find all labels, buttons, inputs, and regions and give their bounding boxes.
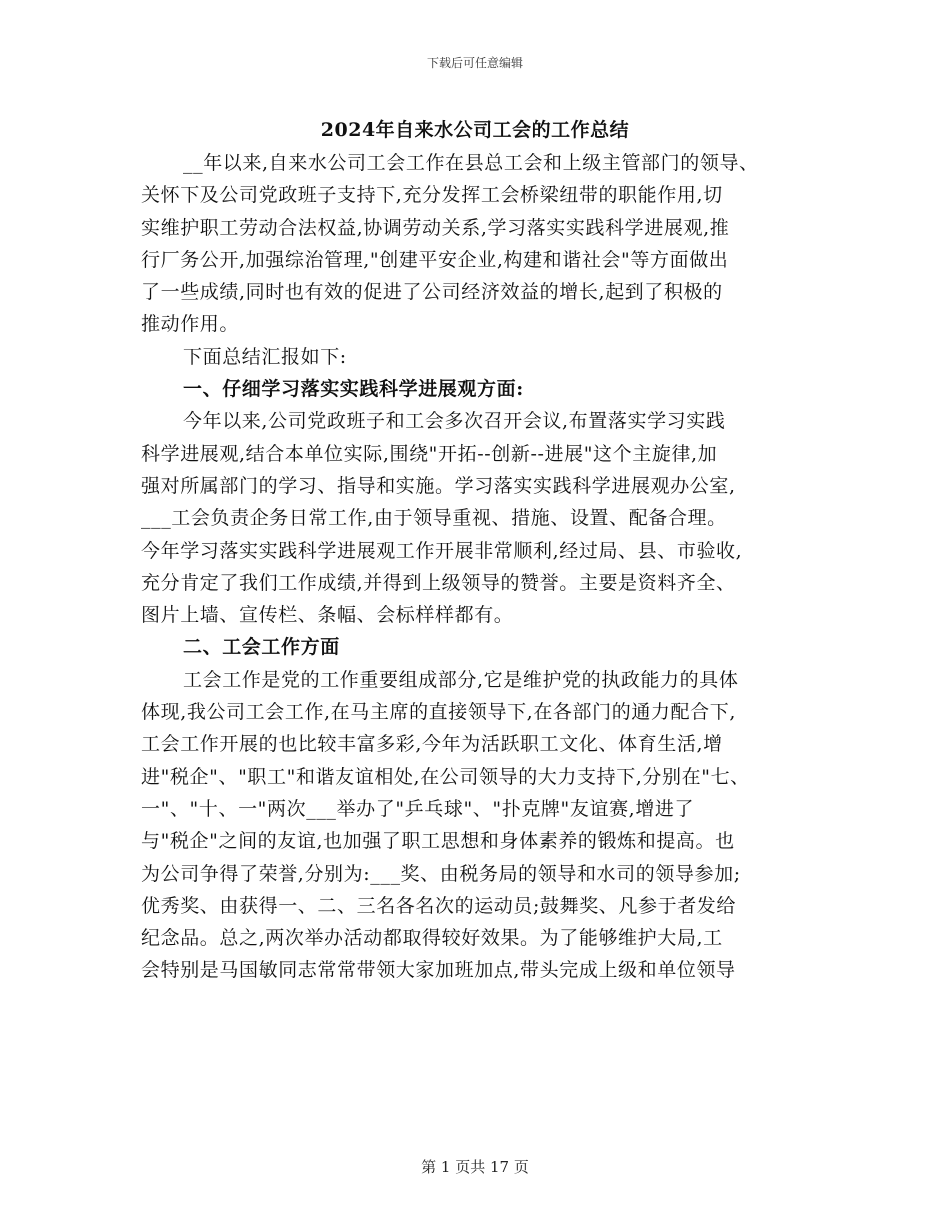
body-line: 实维护职工劳动合法权益,协调劳动关系,学习落实实践科学进展观,推 — [141, 216, 730, 239]
body-line: 优秀奖、由获得一、二、三名各名次的运动员;鼓舞奖、凡参于者发给 — [141, 894, 737, 917]
body-line: 了一些成绩,同时也有效的促进了公司经济效益的增长,起到了积极的 — [141, 281, 723, 304]
page-footer: 第 1 页共 17 页 — [421, 1158, 529, 1176]
body-line: 工会工作开展的也比较丰富多彩,今年为活跃职工文化、体育生活,增 — [141, 733, 723, 756]
body-line: 进"税企"、"职工"和谐友谊相处,在公司领导的大力支持下,分别在"七、 — [141, 765, 750, 788]
body-line: __年以来,自来水公司工会工作在县总工会和上级主管部门的领导、 — [183, 152, 759, 174]
document-title: 2024年自来水公司工会的工作总结 — [320, 119, 630, 141]
body-line: 体现,我公司工会工作,在马主席的直接领导下,在各部门的通力配合下, — [141, 701, 736, 724]
document-body — [141, 147, 831, 987]
section-heading-2: 二、工会工作方面 — [183, 636, 340, 659]
body-line: 强对所属部门的学习、指导和实施。学习落实实践科学进展观办公室, — [141, 474, 736, 497]
body-line: 充分肯定了我们工作成绩,并得到上级领导的赞誉。主要是资料齐全、 — [141, 571, 736, 594]
body-line: 工会工作是党的工作重要组成部分,它是维护党的执政能力的具体 — [183, 668, 739, 691]
body-line: 行厂务公开,加强综治管理,"创建平安企业,构建和谐社会"等方面做出 — [141, 248, 729, 271]
body-line: 科学进展观,结合本单位实际,围绕"开拓--创新--进展"这个主旋律,加 — [141, 442, 718, 465]
body-line: 今年学习落实实践科学进展观工作开展非常顺利,经过局、县、市验收, — [141, 539, 743, 562]
body-line: 纪念品。总之,两次举办活动都取得较好效果。为了能够维护大局,工 — [141, 927, 723, 950]
body-line: 推动作用。 — [141, 313, 240, 336]
body-line: 下面总结汇报如下: — [183, 345, 347, 368]
body-line: 与"税企"之间的友谊,也加强了职工思想和身体素养的锻炼和提高。也 — [141, 830, 735, 853]
body-line: ___工会负责企务日常工作,由于领导重视、措施、设置、配备合理。 — [141, 507, 727, 530]
body-line: 为公司争得了荣誉,分别为:___奖、由税务局的领导和水司的领导参加; — [141, 862, 741, 885]
body-line: 图片上墙、宣传栏、条幅、会标样样都有。 — [141, 604, 514, 627]
page-header-note: 下载后可任意编辑 — [426, 56, 523, 70]
section-heading-1: 一、仔细学习落实实践科学进展观方面: — [183, 378, 524, 401]
body-line: 关怀下及公司党政班子支持下,充分发挥工会桥梁纽带的职能作用,切 — [141, 184, 723, 207]
body-line: 会特别是马国敏同志常常带领大家加班加点,带头完成上级和单位领导 — [141, 959, 736, 982]
body-line: 今年以来,公司党政班子和工会多次召开会议,布置落实学习实践 — [183, 410, 726, 433]
body-line: 一"、"十、一"两次___举办了"乒乓球"、"扑克牌"友谊赛,增进了 — [141, 797, 695, 820]
